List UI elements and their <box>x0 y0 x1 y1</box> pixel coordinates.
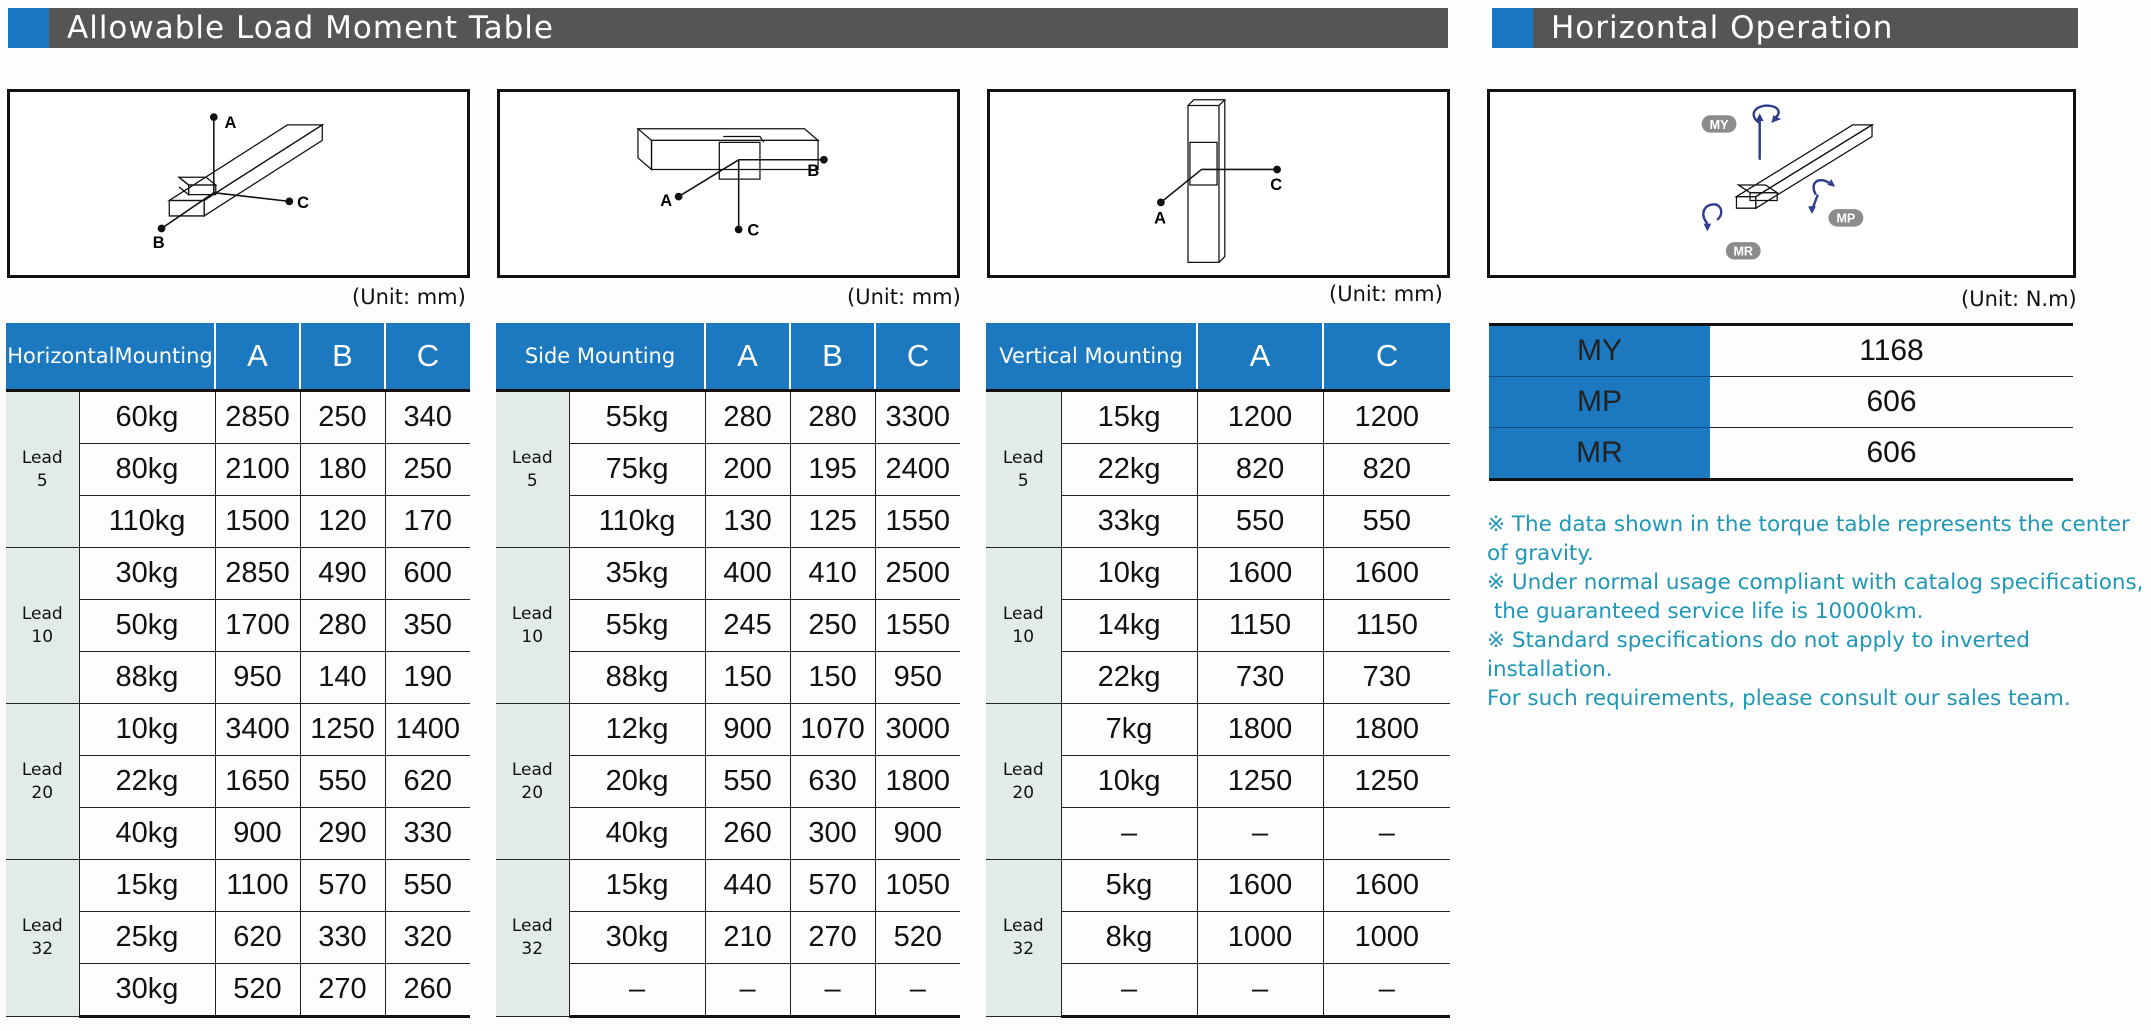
load-cell: 7kg <box>1061 704 1197 756</box>
header-accent <box>8 8 49 48</box>
value-cell: 600 <box>385 548 470 600</box>
value-cell: 730 <box>1197 652 1323 704</box>
load-cell: – <box>1061 964 1197 1017</box>
value-cell: 550 <box>705 756 790 808</box>
lead-label: 10 <box>31 626 54 647</box>
label-a: A <box>660 192 673 211</box>
note-line: of gravity. <box>1487 541 1594 566</box>
value-cell: 1000 <box>1323 912 1450 964</box>
table-row <box>496 391 960 444</box>
lead-cell <box>986 860 1061 1017</box>
column-header: B <box>300 323 385 391</box>
load-cell: 35kg <box>569 548 705 600</box>
moment-key: MP <box>1489 377 1710 428</box>
load-cell: 33kg <box>1061 496 1197 548</box>
table-row <box>6 548 470 600</box>
value-cell: 260 <box>385 964 470 1017</box>
load-cell: 15kg <box>1061 391 1197 444</box>
value-cell: – <box>1323 808 1450 860</box>
load-cell: 60kg <box>79 391 215 444</box>
value-cell: 1400 <box>385 704 470 756</box>
lead-label: Lead <box>511 603 553 624</box>
column-header: C <box>1323 323 1450 391</box>
value-cell: – <box>1323 964 1450 1017</box>
table-row <box>986 704 1450 756</box>
section-title: Allowable Load Moment Table <box>67 10 554 46</box>
value-cell: 280 <box>300 600 385 652</box>
lead-label: Lead <box>1002 916 1044 936</box>
lead-label: 5 <box>36 470 48 491</box>
label-c: C <box>1270 175 1283 194</box>
load-cell: 88kg <box>79 652 215 704</box>
load-cell: 20kg <box>569 756 705 808</box>
load-cell: 12kg <box>569 704 705 756</box>
lead-cell <box>6 704 79 860</box>
lead-label: 5 <box>526 470 538 491</box>
table-title: Vertical Mounting <box>986 323 1197 391</box>
load-cell: 30kg <box>79 548 215 600</box>
value-cell: 550 <box>1197 496 1323 548</box>
column-header: C <box>875 323 960 391</box>
section-title: Horizontal Operation <box>1551 10 1894 46</box>
lead-label: Lead <box>1002 759 1044 780</box>
note-line: ※ Under normal usage compliant with catalog specifications, <box>1487 570 2144 595</box>
value-cell: 140 <box>300 652 385 704</box>
moment-table <box>1489 323 2073 481</box>
load-cell: 80kg <box>79 444 215 496</box>
value-cell: 1100 <box>215 860 300 912</box>
moment-value: 606 <box>1710 428 2073 480</box>
lead-label: Lead <box>21 603 63 624</box>
horizontal-mounting-table <box>6 323 470 1018</box>
value-cell: 400 <box>705 548 790 600</box>
table-row <box>6 860 470 912</box>
load-cell: – <box>569 964 705 1017</box>
value-cell: 1500 <box>215 496 300 548</box>
value-cell: 290 <box>300 808 385 860</box>
value-cell: 1200 <box>1197 391 1323 444</box>
value-cell: 330 <box>385 808 470 860</box>
value-cell: 820 <box>1197 444 1323 496</box>
column-header: C <box>385 323 470 391</box>
lead-label: 32 <box>1012 939 1035 959</box>
value-cell: 180 <box>300 444 385 496</box>
value-cell: 1150 <box>1323 600 1450 652</box>
load-cell: 22kg <box>1061 652 1197 704</box>
value-cell: 1600 <box>1197 548 1323 600</box>
value-cell: 570 <box>300 860 385 912</box>
value-cell: 900 <box>215 808 300 860</box>
value-cell: 1800 <box>875 756 960 808</box>
value-cell: 570 <box>790 860 875 912</box>
label-c: C <box>747 221 760 240</box>
value-cell: 2850 <box>215 391 300 444</box>
label-c: C <box>297 194 309 213</box>
side-mounting-table <box>496 323 960 1018</box>
lead-label: 10 <box>521 626 544 647</box>
value-cell: 900 <box>875 808 960 860</box>
value-cell: 1800 <box>1323 704 1450 756</box>
value-cell: 440 <box>705 860 790 912</box>
value-cell: 1600 <box>1323 860 1450 912</box>
column-header: B <box>790 323 875 391</box>
load-cell: 5kg <box>1061 860 1197 912</box>
value-cell: 520 <box>215 964 300 1017</box>
load-cell: 15kg <box>79 860 215 912</box>
value-cell: 270 <box>300 964 385 1017</box>
table-row <box>986 391 1450 444</box>
value-cell: – <box>705 964 790 1017</box>
value-cell: 1250 <box>1323 756 1450 808</box>
load-cell: 22kg <box>79 756 215 808</box>
value-cell: 3000 <box>875 704 960 756</box>
value-cell: 1050 <box>875 860 960 912</box>
value-cell: 245 <box>705 600 790 652</box>
load-cell: 110kg <box>569 496 705 548</box>
table-title: HorizontalMounting <box>6 323 215 391</box>
value-cell: 170 <box>385 496 470 548</box>
value-cell: 150 <box>790 652 875 704</box>
value-cell: 410 <box>790 548 875 600</box>
value-cell: 280 <box>790 391 875 444</box>
load-cell: 30kg <box>79 964 215 1017</box>
value-cell: 1650 <box>215 756 300 808</box>
value-cell: 2850 <box>215 548 300 600</box>
value-cell: 150 <box>705 652 790 704</box>
lead-cell <box>6 391 79 548</box>
moment-row <box>1489 428 2073 480</box>
lead-label: 10 <box>1012 626 1035 647</box>
label-b: B <box>807 162 820 181</box>
column-header: A <box>705 323 790 391</box>
lead-label: Lead <box>511 759 553 780</box>
value-cell: 630 <box>790 756 875 808</box>
value-cell: 550 <box>300 756 385 808</box>
value-cell: 1600 <box>1323 548 1450 600</box>
value-cell: 730 <box>1323 652 1450 704</box>
value-cell: 1200 <box>1323 391 1450 444</box>
value-cell: 520 <box>875 912 960 964</box>
table-row <box>496 704 960 756</box>
load-cell: 10kg <box>1061 548 1197 600</box>
load-cell: 40kg <box>569 808 705 860</box>
value-cell: 950 <box>215 652 300 704</box>
table-title: Side Mounting <box>496 323 705 391</box>
value-cell: 210 <box>705 912 790 964</box>
lead-label: Lead <box>21 916 63 936</box>
table-row <box>496 860 960 912</box>
lead-label: 20 <box>31 782 54 803</box>
note-line: ※ The data shown in the torque table represents the center <box>1487 512 2130 537</box>
horizontal-mounting-diagram <box>7 89 470 278</box>
vertical-mounting-diagram <box>987 89 1450 278</box>
moment-key: MY <box>1489 325 1710 377</box>
load-cell: 30kg <box>569 912 705 964</box>
value-cell: 550 <box>385 860 470 912</box>
value-cell: 1600 <box>1197 860 1323 912</box>
value-cell: 120 <box>300 496 385 548</box>
load-cell: 15kg <box>569 860 705 912</box>
lead-label: Lead <box>21 447 63 468</box>
value-cell: 1070 <box>790 704 875 756</box>
lead-label: Lead <box>1002 447 1044 468</box>
label-b: B <box>152 233 165 252</box>
value-cell: 2100 <box>215 444 300 496</box>
lead-label: Lead <box>1002 603 1044 624</box>
value-cell: 620 <box>385 756 470 808</box>
value-cell: 490 <box>300 548 385 600</box>
note-line: the guaranteed service life is 10000km. <box>1487 599 1924 624</box>
value-cell: 1550 <box>875 600 960 652</box>
note-line: For such requirements, please consult our sales team. <box>1487 686 2071 711</box>
moment-value: 606 <box>1710 377 2073 428</box>
lead-label: Lead <box>511 447 553 468</box>
lead-cell <box>6 860 79 1017</box>
value-cell: 330 <box>300 912 385 964</box>
section-header-horizontal-operation <box>1492 8 2078 48</box>
value-cell: – <box>1197 808 1323 860</box>
unit-label: (Unit: mm) <box>847 285 961 309</box>
notes <box>1487 510 2147 713</box>
load-cell: – <box>1061 808 1197 860</box>
unit-label: (Unit: mm) <box>1329 282 1443 306</box>
lead-label: 5 <box>1017 470 1029 491</box>
value-cell: 620 <box>215 912 300 964</box>
value-cell: 300 <box>790 808 875 860</box>
lead-label: Lead <box>21 759 63 780</box>
lead-label: 20 <box>1012 782 1035 803</box>
table-row <box>6 704 470 756</box>
lead-cell <box>496 704 569 860</box>
value-cell: 950 <box>875 652 960 704</box>
note-line: ※ Standard specifications do not apply to inverted installation. <box>1487 628 2030 682</box>
value-cell: 270 <box>790 912 875 964</box>
lead-label: 20 <box>521 782 544 803</box>
value-cell: 1000 <box>1197 912 1323 964</box>
column-header: A <box>1197 323 1323 391</box>
unit-label: (Unit: N.m) <box>1961 287 2077 311</box>
table-row <box>986 860 1450 912</box>
label-a: A <box>224 113 237 132</box>
load-cell: 22kg <box>1061 444 1197 496</box>
value-cell: 320 <box>385 912 470 964</box>
table-row <box>6 391 470 444</box>
value-cell: – <box>790 964 875 1017</box>
value-cell: 900 <box>705 704 790 756</box>
label-a: A <box>1154 209 1167 228</box>
table-row <box>496 548 960 600</box>
table-row <box>986 548 1450 600</box>
value-cell: 190 <box>385 652 470 704</box>
lead-cell <box>986 704 1061 860</box>
load-cell: 75kg <box>569 444 705 496</box>
side-mounting-diagram <box>497 89 960 278</box>
load-cell: 55kg <box>569 600 705 652</box>
value-cell: 130 <box>705 496 790 548</box>
value-cell: 2400 <box>875 444 960 496</box>
load-cell: 40kg <box>79 808 215 860</box>
column-header: A <box>215 323 300 391</box>
lead-cell <box>6 548 79 704</box>
lead-cell <box>986 391 1061 548</box>
header-accent <box>1492 8 1533 48</box>
value-cell: 125 <box>790 496 875 548</box>
value-cell: 550 <box>1323 496 1450 548</box>
lead-label: Lead <box>511 916 553 936</box>
lead-label: 32 <box>521 939 544 959</box>
label-mr: MR <box>1733 244 1754 259</box>
unit-label: (Unit: mm) <box>352 285 466 309</box>
label-mp: MP <box>1836 211 1856 226</box>
moment-key: MR <box>1489 428 1710 480</box>
load-cell: 88kg <box>569 652 705 704</box>
value-cell: 820 <box>1323 444 1450 496</box>
value-cell: 250 <box>385 444 470 496</box>
load-cell: 14kg <box>1061 600 1197 652</box>
load-cell: 50kg <box>79 600 215 652</box>
value-cell: 1550 <box>875 496 960 548</box>
value-cell: 200 <box>705 444 790 496</box>
moment-value: 1168 <box>1710 325 2073 377</box>
value-cell: 195 <box>790 444 875 496</box>
moment-diagram <box>1487 89 2076 278</box>
value-cell: 1150 <box>1197 600 1323 652</box>
value-cell: 3400 <box>215 704 300 756</box>
value-cell: 1250 <box>300 704 385 756</box>
load-cell: 25kg <box>79 912 215 964</box>
load-cell: 8kg <box>1061 912 1197 964</box>
value-cell: – <box>1197 964 1323 1017</box>
load-cell: 55kg <box>569 391 705 444</box>
value-cell: 1800 <box>1197 704 1323 756</box>
value-cell: 340 <box>385 391 470 444</box>
value-cell: – <box>875 964 960 1017</box>
value-cell: 250 <box>300 391 385 444</box>
label-my: MY <box>1709 117 1729 132</box>
moment-row <box>1489 377 2073 428</box>
lead-cell <box>986 548 1061 704</box>
value-cell: 1700 <box>215 600 300 652</box>
lead-cell <box>496 548 569 704</box>
value-cell: 260 <box>705 808 790 860</box>
moment-row <box>1489 325 2073 377</box>
value-cell: 350 <box>385 600 470 652</box>
load-cell: 110kg <box>79 496 215 548</box>
load-cell: 10kg <box>79 704 215 756</box>
value-cell: 250 <box>790 600 875 652</box>
value-cell: 1250 <box>1197 756 1323 808</box>
load-cell: 10kg <box>1061 756 1197 808</box>
value-cell: 3300 <box>875 391 960 444</box>
value-cell: 2500 <box>875 548 960 600</box>
vertical-mounting-table <box>986 323 1450 1018</box>
lead-label: 32 <box>31 939 54 959</box>
section-header-load-moment <box>8 8 1448 48</box>
lead-cell <box>496 391 569 548</box>
lead-cell <box>496 860 569 1017</box>
value-cell: 280 <box>705 391 790 444</box>
